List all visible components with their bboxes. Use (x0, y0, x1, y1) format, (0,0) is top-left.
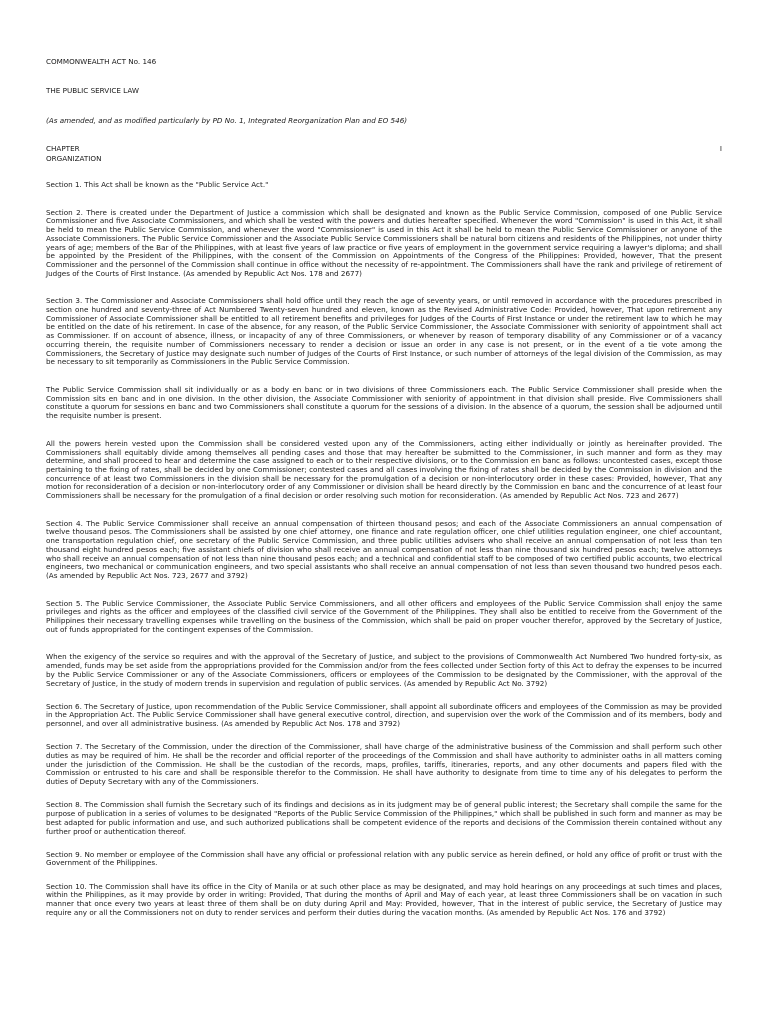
section-4-paragraph: Section 4. The Public Service Commissioner shall receive an annual compensation of thirteen thousand pesos; and each of the Associate Commissioners an annual compensation of twelve thousand pesos. The Commissioners shall be assisted by one chief attorney, one finance and rate regulation officer, one chief utilities regulation engineer, one chief accountant, one transportation regulation chief, one secretary of the Public Service Commission, and three public utilities advisers who shall receive an annual compensation of not less than ten thousand eight hundred pesos each; five assistant chiefs of division who shall receive an annual compensation of not less than nine thousand six hundred pesos each; twelve attorneys who shall receive an annual compensation of not less than nine thousand pesos each; and a technical and confidential staff to be composed of two certified public accounts, two electrical engineers, two mechanical or communication engineers, and two special assistants who shall receive an annual compensation of not less than seven thousand two hundred pesos each. (As amended by Republic Act Nos. 723, 2677 and 3792) (46, 518, 722, 580)
section-8-paragraph: Section 8. The Commission shall furnish the Secretary such of its findings and decisions as in its judgment may be of general public interest; the Secretary shall compile the same for the purpose of publication in a series of volumes to be designated "Reports of the Public Service Commission of the Philippines," which shall be published in such form and manner as may be best adapted for public information and use, and such authorized publications shall be competent evidence of the reports and decisions of the Commission therein contained without any further proof or authentication thereof. (46, 800, 722, 836)
chapter-heading (46, 144, 722, 163)
section-6-paragraph: Section 6. The Secretary of Justice, upon recommendation of the Public Service Commissioner, shall appoint all subordinate officers and employees of the Commission as may be provided in the Appropriation Act. The Public Service Commissioner shall have general executive control, direction, and supervision over the work of the Commission and of its members, body and personnel, and over all administrative business. (As amended by Republic Act Nos. 178 and 3792) (46, 701, 722, 729)
chapter-title: ORGANIZATION (46, 153, 102, 163)
exigency-paragraph: When the exigency of the service so requires and with the approval of the Secretary of Justice, and subject to the provisions of Commonwealth Act Numbered Two hundred forty-six, as amended, funds may be set aside from the appropriations provided for the Commission and/or from the fees collected under Section forty of this Act to defray the expenses to be incurred by the Public Service Commissioner or any of the Associate Commissioners, officers or employees of the Commission to be designated by the Commissioner, with the approval of the Secretary of Justice, in the study of modern trends in supervision and regulation of public services. (As amended by Republic Act No. 3792) (46, 652, 722, 688)
law-title: THE PUBLIC SERVICE LAW (46, 86, 139, 96)
section-9-paragraph: Section 9. No member or employee of the Commission shall have any official or professional relation with any public service as herein defined, or hold any office of profit or trust with the Government of the Philippines. (46, 849, 722, 868)
section-2-paragraph: Section 2. There is created under the Department of Justice a commission which shall be designated and known as the Public Service Commission, composed of one Public Service Commissioner and five Associate Commissioners, and which shall be vested with the powers and duties hereafter specified. Whenever the word "Commission" is used in this Act, it shall be held to mean the Public Service Commission, and whenever the word "Commissioner" is used in this Act it shall be held to mean the Public Service Commissioner or anyone of the Associate Commissioners. The Public Service Commissioner and the Associate Public Service Commissioners shall be natural born citizens and residents of the Philippines, not under thirty years of age; members of the Bar of the Philippines, with at least five years of law practice or five years of employment in the government service requiring a lawyer's diploma; and shall be appointed by the President of the Philippines, with the consent of the Commission on Appointments of the Congress of the Philippines: Provided, however, That the present Commissioner and the personnel of the Commission shall continue in office without the necessity of re-appointment. The Commissioners shall have the rank and privilege of retirement of Judges of the Courts of First Instance. (As amended by Republic Act Nos. 178 and 2677) (46, 207, 722, 278)
chapter-number: I (719, 144, 722, 154)
section-5-paragraph: Section 5. The Public Service Commissioner, the Associate Public Service Commissioners, and all other officers and employees of the Public Service Commission shall enjoy the same privileges and rights as the officer and employees of the classified civil service of the Government of the Philippines. They shall also be entitled to receive from the Government of the Philippines their necessary travelling expenses while travelling on the business of the Commission, which shall be paid on proper voucher therefor, approved by the Secretary of Justice, out of funds appropriated for the contingent expenses of the Commission. (46, 598, 722, 634)
amendment-note: (As amended, and as modified particularly by PD No. 1, Integrated Reorganization Plan and EO 546) (46, 115, 408, 125)
section-3-paragraph: Section 3. The Commissioner and Associate Commissioners shall hold office until they reach the age of seventy years, or until removed in accordance with the procedures prescribed in section one hundred and seventy-three of Act Numbered Twenty-seven hundred and eleven, known as the Revised Administrative Code: Provided, however, That upon retirement any Commissioner of Associate Commissioner shall be entitled to all retirement benefits and privileges for Judges of the Courts of First Instance or under the retirement law to which he may be entitled on the date of his retirement. In case of the absence, for any reason, of the Public Service Commissioner, the Associate Commissioner with seniority of appointment shall act as Commissioner. If on account of absence, illness, or incapacity of any of three Commissioners, or whenever by reason of temporary disability of any Commissioner or of a vacancy occurring therein, the requisite number of Commissioners necessary to render a decision or issue an order in any case is not present, or in the event of a tie vote among the Commissioners, the Secretary of Justice may designate such number of Judges of the Courts of First Instance, or such number of attorneys of the legal division of the Commission, as may be necessary to sit temporarily as Commissioners in the Public Service Commission. (46, 296, 722, 367)
sitting-paragraph: The Public Service Commission shall sit individually or as a body en banc or in two divisions of three Commissioners each. The Public Service Commissioner shall preside when the Commission sits en banc and in one division. In the other division, the Associate Commissioner with seniority of appointment in that division shall preside. Five Commissioners shall constitute a quorum for sessions en banc and two Commissioners shall constitute a quorum for the sessions of a division. In the absence of a quorum, the session shall be adjourned until the requisite number is present. (46, 384, 722, 421)
chapter-label: CHAPTER (46, 144, 80, 154)
body-text (46, 181, 722, 917)
section-1-paragraph: Section 1. This Act shall be known as the "Public Service Act." (46, 180, 269, 190)
section-7-paragraph: Section 7. The Secretary of the Commission, under the direction of the Commissioner, shall have charge of the administrative business of the Commission and shall perform such other duties as may be required of him. He shall be the recorder and official reporter of the proceedings of the Commission and shall have authority to administer oaths in all matters coming under the jurisdiction of the Commission. He shall be the custodian of the records, maps, profiles, tariffs, itineraries, reports, and any other documents and papers filed with the Commission or entrusted to his care and shall be responsible therefor to the Commission. He shall have authority to designate from time to time any of his delegates to perform the duties of Deputy Secretary with any of the Commissioners. (46, 742, 722, 787)
act-title: COMMONWEALTH ACT No. 146 (46, 57, 157, 66)
powers-paragraph: All the powers herein vested upon the Commission shall be considered vested upon any of the Commissioners, acting either individually or jointly as hereinafter provided. The Commissioners shall equitably divide among themselves all pending cases and those that may hereafter be submitted to the Commissioner, in such manner and form as they may determine, and shall proceed to hear and determine the case assigned to each or to their respective divisions, or to the Commission en banc as follows: uncontested cases, except those pertaining to the fixing of rates, shall be decided by one Commissioner; contested cases and all cases involving the fixing of rates shall be decided by the Commission in division and the concurrence of at least two Commissioners in the division shall be necessary for the promulgation of a decision or non-interlocutory order in these cases: Provided, however, That any motion for reconsideration of a decision or non-interlocutory order of any Commissioner or division shall be heard directly by the Commission en banc and the concurrence of at least four Commissioners shall be necessary for the promulgation of a final decision or order resolving such motion for reconsideration. (As amended by Republic Act Nos. 723 and 2677) (46, 438, 722, 501)
section-10-paragraph: Section 10. The Commission shall have its office in the City of Manila or at such other place as may be designated, and may hold hearings on any proceedings at such times and places, within the Philippines, as it may provide by order in writing: Provided, That during the months of April and May of each year, at least three Commissioners shall be on vacation in such manner that once every two years at least three of them shall be on duty during April and May: Provided, however, That in the interest of public service, the Secretary of Justice may require any or all the Commissioners not on duty to render services and perform their duties during the vacation months. (As amended by Republic Act Nos. 176 and 3792) (46, 881, 722, 917)
